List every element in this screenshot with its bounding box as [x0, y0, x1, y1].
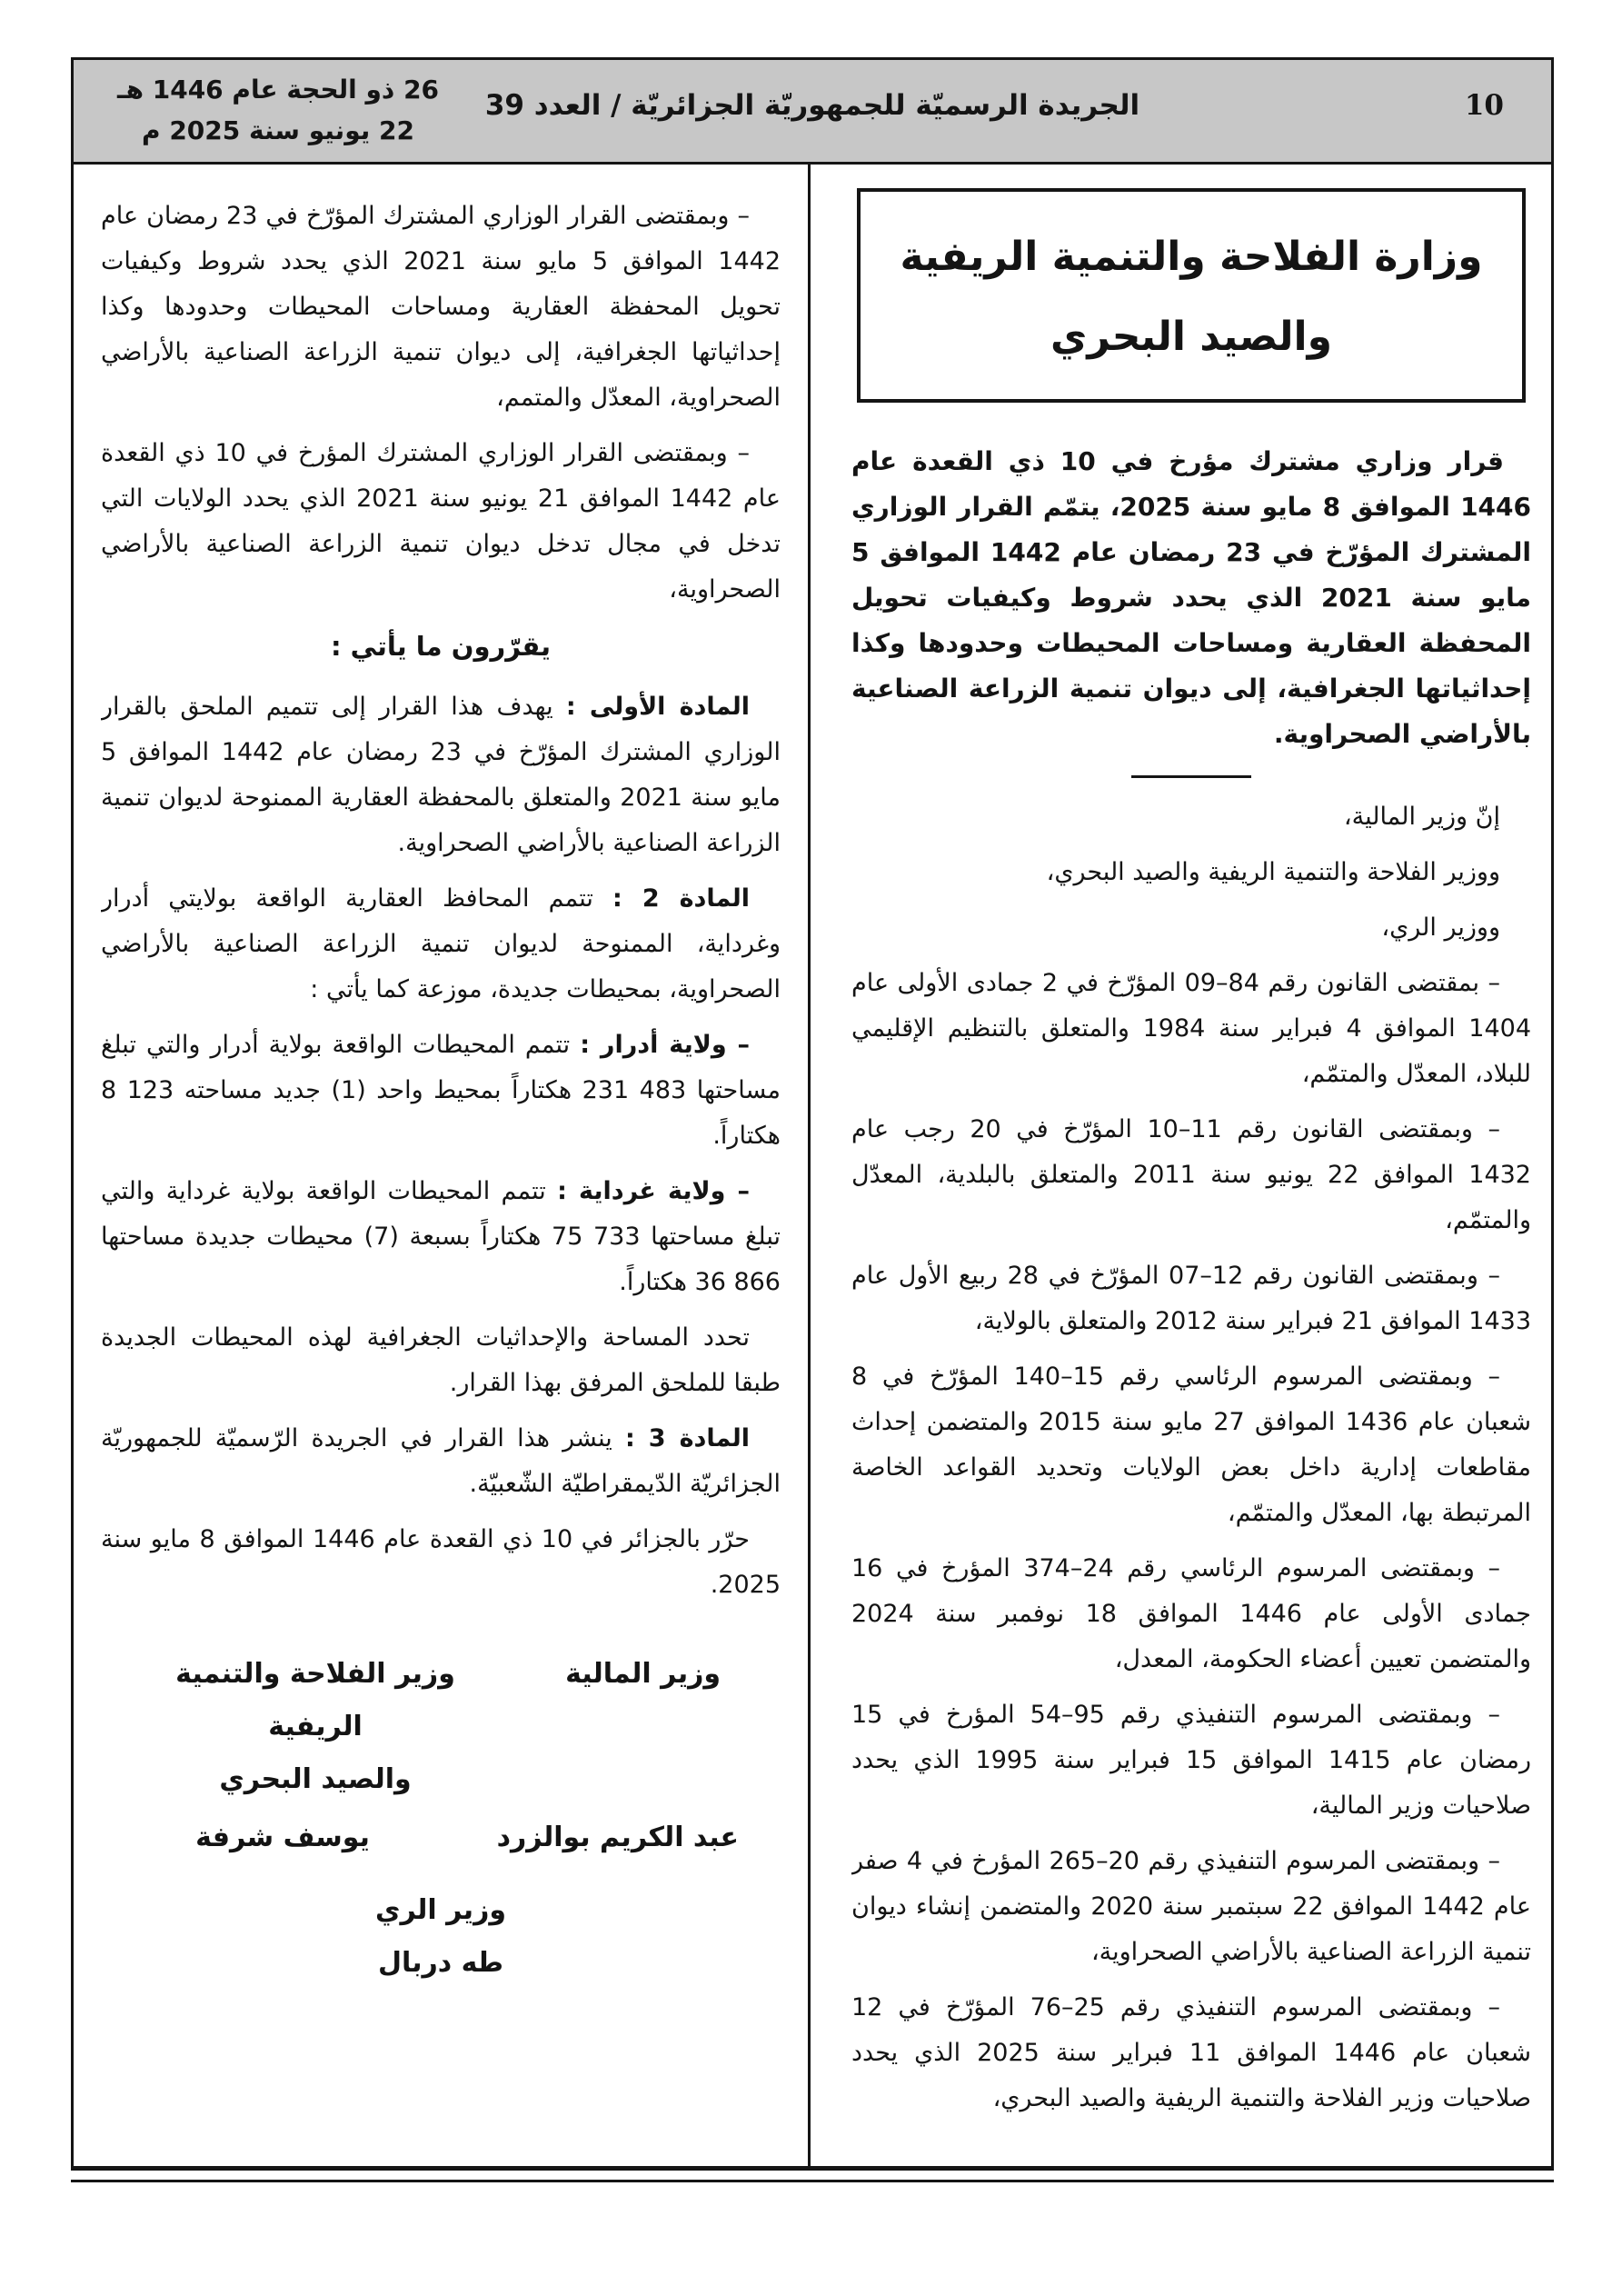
- article-1: [101, 684, 781, 866]
- article-1-label: المادة الأولى :: [565, 693, 750, 721]
- visa-paragraph: – وبمقتضى المرسوم التنفيذي رقم 20–265 المؤرخ في 4 صفر عام 1442 الموافق 22 سبتمبر سنة 2020 والمتضمن إنشاء ديوان تنمية الزراعة الصناعية بالأراضي الصحراوية،: [851, 1847, 1531, 1966]
- visa-paragraph: – وبمقتضى المرسوم الرئاسي رقم 15–140 المؤرّخ في 8 شعبان عام 1436 الموافق 27 مايو سنة 2015 والمتضمن إحداث مقاطعات إدارية داخل بعض الولايات وتحديد القواعد الخاصة المرتبطة بها، المعدّل والمتمّم،: [851, 1363, 1531, 1527]
- article-2: [101, 876, 781, 1013]
- article-2-label: المادة 2 :: [612, 884, 750, 913]
- decree-title: قرار وزاري مشترك مؤرخ في 10 ذي القعدة عام 1446 الموافق 8 مايو سنة 2025، يتمّم القرار الوزاري المشترك المؤرّخ في 23 رمضان عام 1442 الموافق 5 مايو سنة 2021 الذي يحدد شروط وكيفيات تحويل المحفظة العقارية ومساحات المحيطات وحدودها وكذا إحداثياتها الجغرافية، إلى ديوان تنمية الزراعة الصناعية بالأراضي الصحراوية.: [851, 446, 1531, 749]
- preamble-line: إنّ وزير المالية،: [1343, 803, 1500, 831]
- visa-paragraph: – وبمقتضى القانون رقم 12–07 المؤرّخ في 28 ربيع الأول عام 1433 الموافق 21 فبراير سنة 2012 والمتعلق بالولاية،: [851, 1262, 1531, 1335]
- visa-paragraph: – وبمقتضى المرسوم الرئاسي رقم 24–374 المؤرخ في 16 جمادى الأولى عام 1446 الموافق 18 نوفمبر سنة 2024 والمتضمن تعيين أعضاء الحكومة، المعدل،: [851, 1554, 1531, 1673]
- water-minister-name: طه دربال: [377, 1947, 504, 1979]
- visa-paragraph: – وبمقتضى القانون رقم 11–10 المؤرّخ في 20 رجب عام 1432 الموافق 22 يونيو سنة 2011 والمتعلق بالبلدية، المعدّل والمتمّم،: [851, 1115, 1531, 1234]
- agriculture-minister-title: [134, 1648, 497, 1806]
- article-3-label: المادة 3 :: [624, 1424, 750, 1452]
- decide-line: يقرّرون ما يأتي :: [330, 631, 551, 662]
- visa-paragraph: – وبمقتضى المرسوم التنفيذي رقم 25–76 المؤرّخ في 12 شعبان عام 1446 الموافق 11 فبراير سنة 2025 الذي يحدد صلاحيات وزير الفلاحة والتنمية الريفية والصيد البحري،: [851, 1993, 1531, 2112]
- ministry-title-line1: وزارة الفلاحة والتنمية الريفية: [900, 234, 1483, 280]
- finance-minister-name: عبد الكريم بوالزرد: [496, 1822, 739, 1853]
- visa-paragraph: – بمقتضى القانون رقم 84–09 المؤرّخ في 2 جمادى الأولى عام 1404 الموافق 4 فبراير سنة 1984 والمتعلق بالتنظيم الإقليمي للبلاد، المعدّل والمتمّم،: [851, 969, 1531, 1088]
- wilaya-ghardaia-label: – ولاية غرداية :: [557, 1177, 750, 1205]
- separator-rule: [1131, 775, 1251, 778]
- finance-minister-title: وزير المالية: [565, 1658, 721, 1690]
- hijri-date: 26 ذو الحجة عام 1446 هـ: [117, 75, 440, 105]
- wilaya-ghardaia-text: تتمم المحيطات الواقعة بولاية غرداية والتي تبلغ مساحتها 75 733 هكتاراً بسبعة (7) محيطات جديدة مساحتها 36 866 هكتاراً.: [101, 1177, 781, 1296]
- geo-note: تحدد المساحة والإحداثيات الجغرافية لهذه المحيطات الجديدة طبقا للملحق المرفق بهذا القرار.: [101, 1323, 781, 1397]
- wilaya-ghardaia-item: [101, 1169, 781, 1305]
- column-left: [101, 165, 781, 2166]
- ministry-title-box: [857, 188, 1526, 403]
- article-3-text: ينشر هذا القرار في الجريدة الرّسميّة للجمهوريّة الجزائريّة الدّيمقراطيّة الشّعبيّة.: [101, 1424, 781, 1498]
- page-number: 10: [1464, 89, 1504, 122]
- wilaya-adrar-label: – ولاية أدرار :: [580, 1031, 751, 1059]
- bottom-rule: [71, 2180, 1554, 2182]
- header-band: [74, 60, 1551, 165]
- wilaya-adrar-text: تتمم المحيطات الواقعة بولاية أدرار والتي تبلغ مساحتها 231 483 هكتاراً بمحيط واحد (1) جديد مساحته 8 123 هكتاراً.: [101, 1031, 781, 1150]
- preamble-line: ووزير الري،: [1381, 913, 1500, 942]
- journal-title: الجريدة الرسميّة للجمهوريّة الجزائريّة / العدد 39: [484, 89, 1140, 122]
- signature-titles-row: [101, 1648, 781, 1806]
- column-divider: [808, 165, 811, 2166]
- water-minister-signature: [101, 1884, 781, 1990]
- ministry-title-line2: والصيد البحري: [1050, 314, 1332, 360]
- column-right: [851, 165, 1531, 2166]
- gregorian-date: 22 يونيو سنة 2025 م: [142, 115, 414, 145]
- agriculture-minister-title-line1: وزير الفلاحة والتنمية الريفية: [175, 1658, 455, 1742]
- page-frame: [71, 57, 1554, 2171]
- agriculture-minister-name: يوسف شرفة: [195, 1822, 370, 1853]
- page-body: [74, 165, 1551, 2166]
- preamble-line: ووزير الفلاحة والتنمية الريفية والصيد البحري،: [1046, 858, 1500, 886]
- done-at-line: حرّر بالجزائر في 10 ذي القعدة عام 1446 الموافق 8 مايو سنة 2025.: [101, 1525, 781, 1599]
- visa-paragraph: – وبمقتضى المرسوم التنفيذي رقم 95–54 المؤرخ في 15 رمضان عام 1415 الموافق 15 فبراير سنة 1995 الذي يحدد صلاحيات وزير المالية،: [851, 1701, 1531, 1820]
- signature-names-row: [101, 1812, 781, 1864]
- agriculture-minister-title-line2: والصيد البحري: [219, 1763, 412, 1795]
- water-minister-title: وزير الري: [375, 1894, 506, 1926]
- article-2-text: تتمم المحافظ العقارية الواقعة بولايتي أدرار وغرداية، الممنوحة لديوان تنمية الزراعة الصناعية بالأراضي الصحراوية، بمحيطات جديدة، موزعة كما يأتي :: [101, 884, 781, 1003]
- wilaya-adrar-item: [101, 1023, 781, 1159]
- visa-paragraph: – وبمقتضى القرار الوزاري المشترك المؤرّخ في 23 رمضان عام 1442 الموافق 5 مايو سنة 2021 الذي يحدد شروط وكيفيات تحويل المحفظة العقارية ومساحات المحيطات وحدودها وكذا إحداثياتها الجغرافية، إلى ديوان تنمية الزراعة الصناعية بالأراضي الصحراوية، المعدّل والمتمم،: [101, 202, 781, 412]
- visa-paragraph: – وبمقتضى القرار الوزاري المشترك المؤرخ في 10 ذي القعدة عام 1442 الموافق 21 يونيو سنة 2021 الذي يحدد الولايات التي تدخل في مجال تدخل ديوان تنمية الزراعة الصناعية بالأراضي الصحراوية،: [101, 439, 781, 604]
- signature-block: [101, 1648, 781, 1990]
- article-1-text: يهدف هذا القرار إلى تتميم الملحق بالقرار الوزاري المشترك المؤرّخ في 23 رمضان عام 1442 الموافق 5 مايو سنة 2021 والمتعلق بالمحفظة العقارية الممنوحة لديوان تنمية الزراعة الصناعية بالأراضي الصحراوية.: [101, 693, 781, 857]
- article-3: [101, 1416, 781, 1507]
